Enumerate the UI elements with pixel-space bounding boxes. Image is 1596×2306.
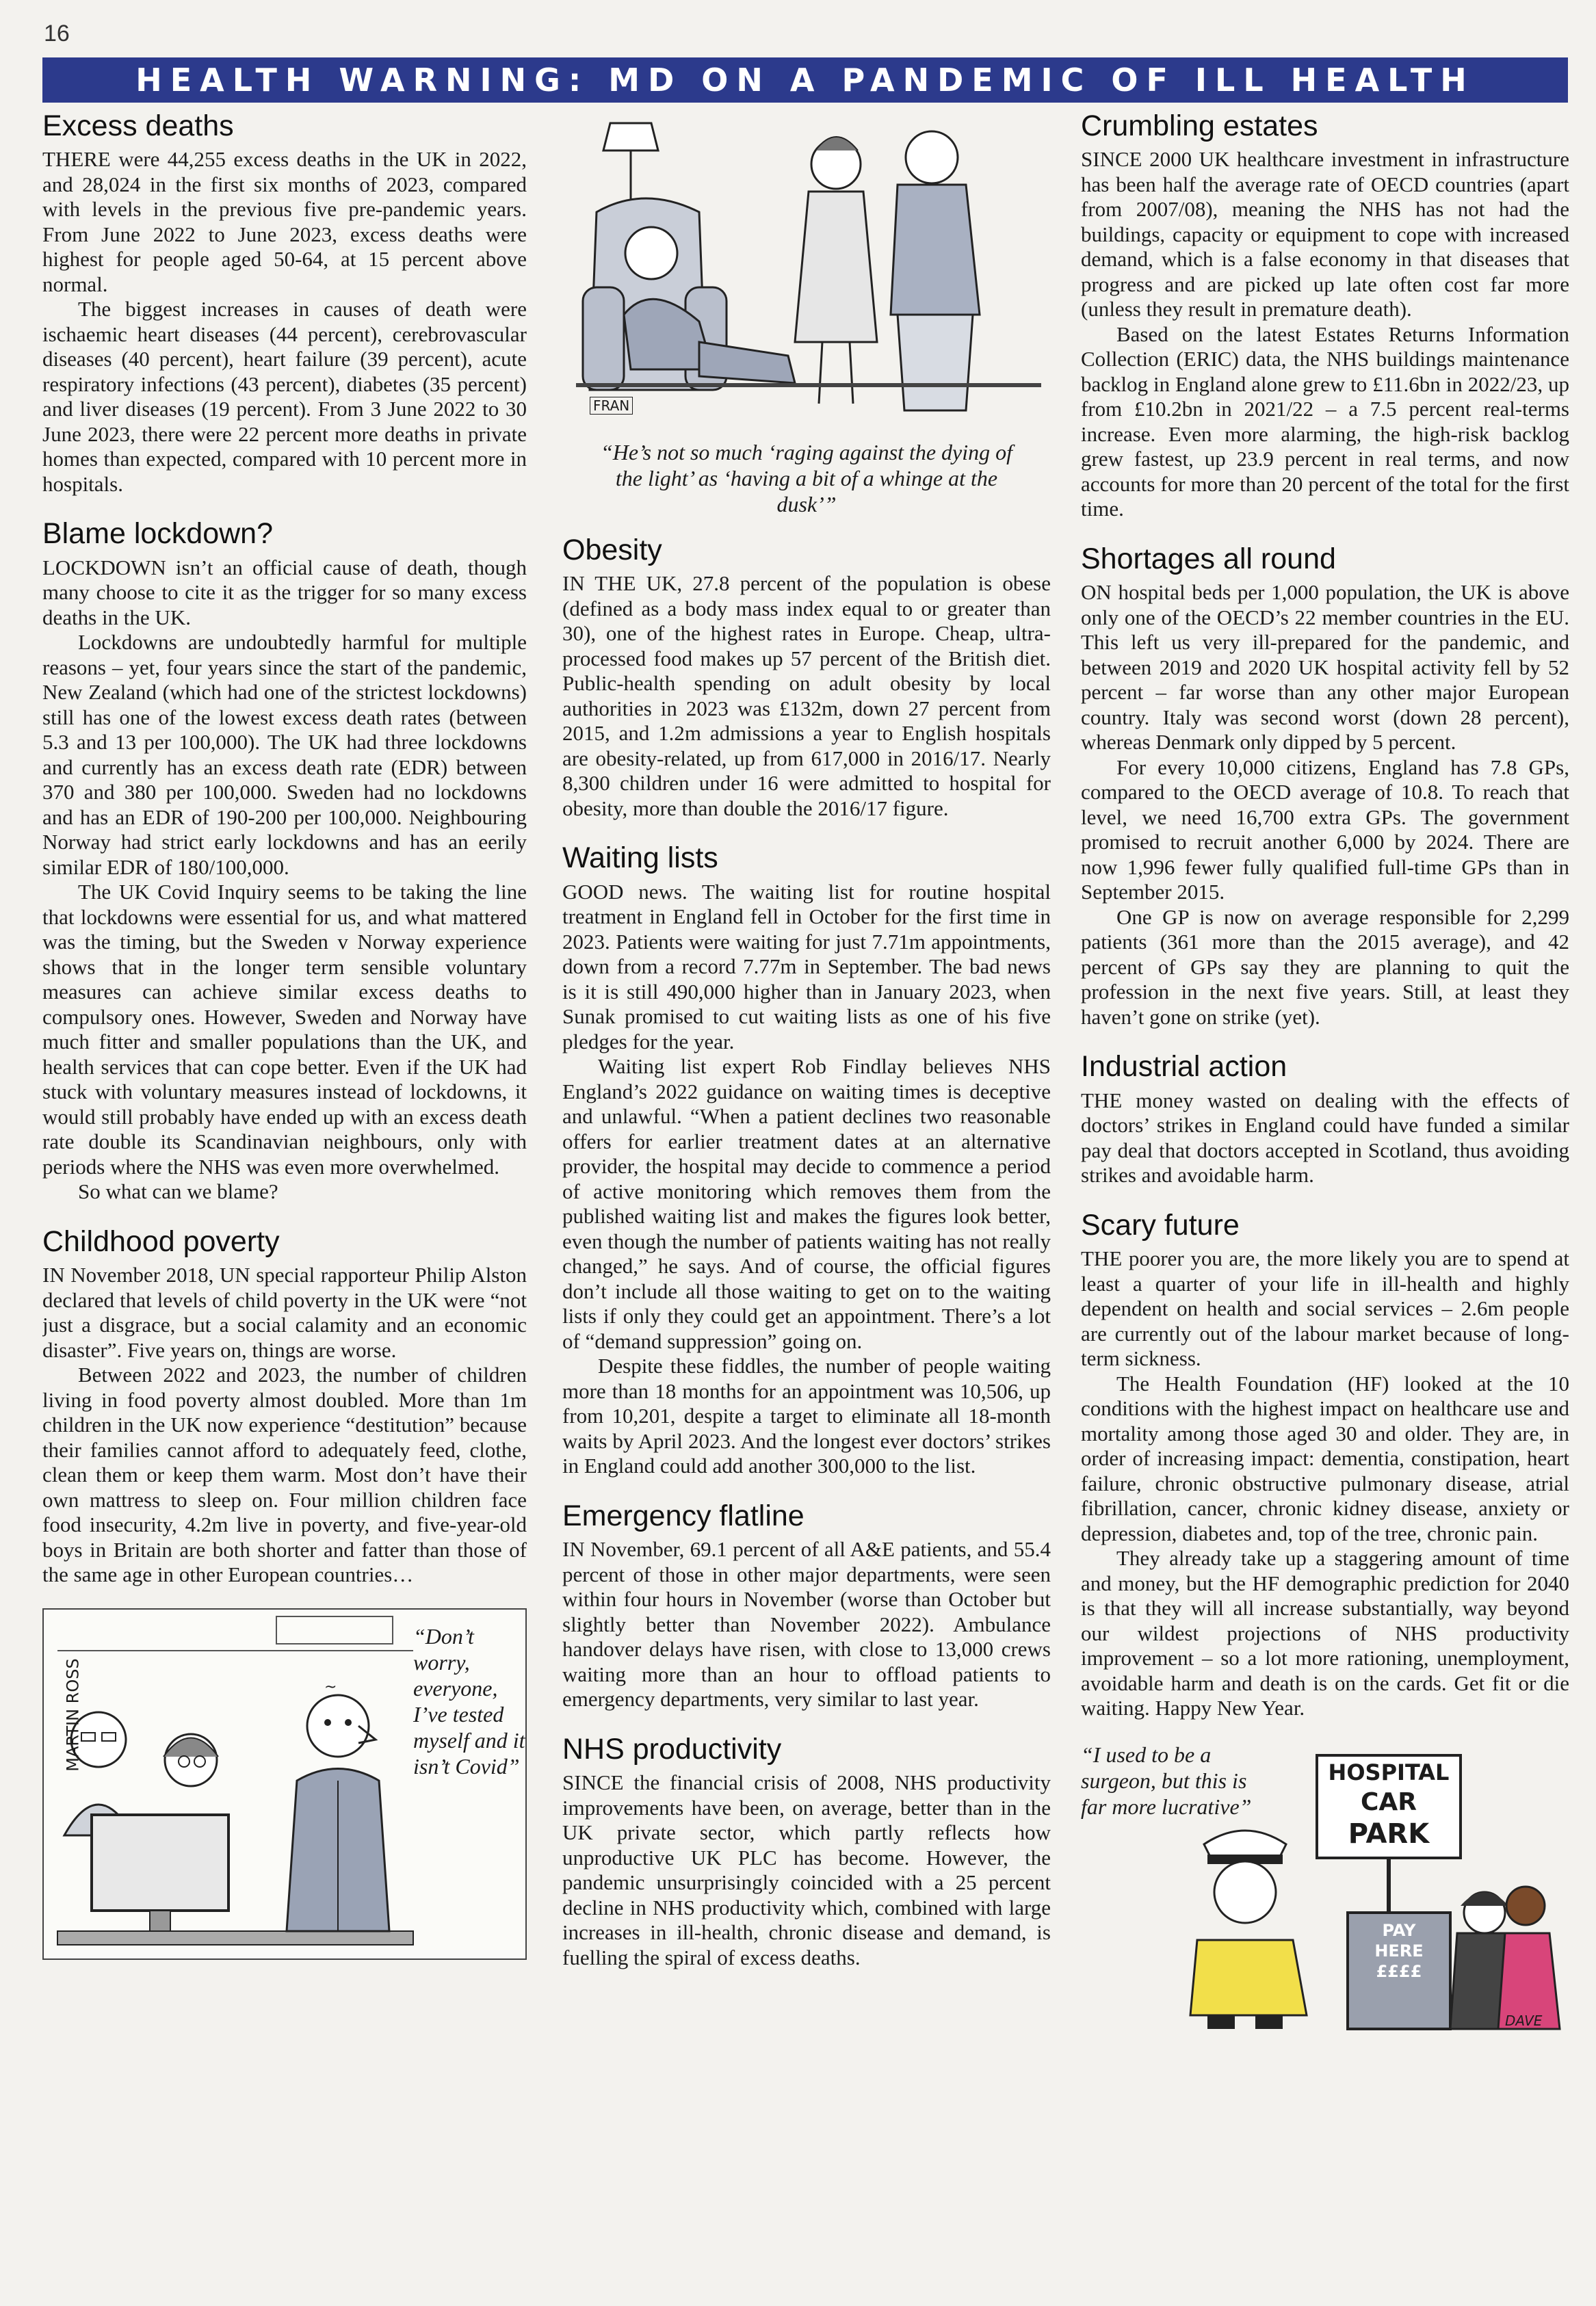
paragraph: One GP is now on average responsible for 2,299 patients (361 more than the 2015 average), and 42 percent of GPs say they are planning to quit the profession in the next five years. Still, at least they haven’t gone on strike (yet).	[1081, 904, 1569, 1029]
section-waiting-lists	[562, 841, 1051, 1478]
section-heading: Scary future	[1081, 1208, 1240, 1242]
section-heading: Waiting lists	[562, 841, 718, 875]
machine-label: HERE	[1374, 1941, 1424, 1961]
article-banner: HEALTH WARNING: MD ON A PANDEMIC OF ILL HEALTH	[42, 57, 1568, 103]
section-heading: Blame lockdown?	[42, 517, 274, 551]
cartoon-office-covid	[42, 1608, 527, 1960]
paragraph: Waiting list expert Rob Findlay believes NHS England’s 2022 guidance on waiting times is deceptive and unlawful. “When a patient declines two reasonable offers for earlier treatment dates at an alternative provider, the hospital may decide to commence a period of active monitoring which removes them from the published waiting list and makes the figures look better, even though the number of patients waiting has not really changed,” he says. And of course, the official figures don’t include all those waiting to get on to the waiting lists if only they could get an appointment. There’s a lot of “demand suppression” going on.	[562, 1054, 1051, 1353]
section-heading: Crumbling estates	[1081, 109, 1318, 142]
section-heading: Industrial action	[1081, 1050, 1287, 1084]
cartoon-car-park-drawing	[1081, 1742, 1569, 2036]
paragraph: THERE were 44,255 excess deaths in the UK in 2022, and 28,024 in the first six months of 2023, compared with levels in the previous five pre-pandemic years. From June 2022 to June 2023, excess deaths were highest for people aged 50-64, at 15 percent above normal.	[42, 147, 527, 296]
machine-label: ££££	[1376, 1961, 1422, 1981]
sign-line: HOSPITAL	[1328, 1759, 1450, 1785]
paragraph: They already take up a staggering amount of time and money, but the HF demographic prediction for 2040 is that they will all increase substantially, way beyond our wildest projections of NHS productivity improvement – so a lot more rationing, unemployment, avoidable harm and death is on the cards. Get fit or die waiting. Happy New Year.	[1081, 1546, 1569, 1720]
svg-text:~: ~	[324, 1678, 337, 1696]
section-heading: Obesity	[562, 534, 662, 566]
section-excess-deaths	[42, 109, 527, 497]
section-scary-future	[1081, 1209, 1569, 1721]
column-2	[562, 109, 1051, 2279]
page-number: 16	[44, 21, 70, 47]
cartoon-signature: MARTIN ROSS	[63, 1658, 83, 1772]
sign-line: PARK	[1348, 1818, 1430, 1850]
section-obesity	[562, 534, 1051, 821]
section-emergency-flatline	[562, 1499, 1051, 1712]
cartoon-caption: “He’s not so much ‘raging against the dying of the light’ as ‘having a bit of a whinge at the dusk’”	[600, 440, 1013, 516]
paragraph: The Health Foundation (HF) looked at the 10 conditions with the highest impact on healthcare use and mortality among those aged 30 and older. They are, in order of increasing impact: dementia, constipation, heart failure, chronic obstructive pulmonary disease, atrial fibrillation, cancer, chronic kidney disease, anxiety or depression, diabetes and, top of the tree, chronic pain.	[1081, 1371, 1569, 1545]
section-industrial-action	[1081, 1050, 1569, 1188]
cartoon-armchair-drawing	[562, 109, 1051, 434]
paragraph: The biggest increases in causes of death were ischaemic heart diseases (44 percent), cerebrovascular diseases (40 percent), heart failure (39 percent), acute respiratory infections (43 percent), diabetes (35 percent) and liver diseases (19 percent). From 3 June 2022 to 30 June 2023, there were 22 percent more deaths in private homes than expected, compared with 10 percent more in hospitals.	[42, 297, 527, 496]
paragraph: GOOD news. The waiting list for routine hospital treatment in England fell in October for the first time in 2023. Patients were waiting for just 7.71m appointments, down from a record 7.77m in September. The bad news is it is still 490,000 higher than in January 2023, when Sunak promised to cut waiting lists as one of his five pledges for the year.	[562, 879, 1051, 1053]
paragraph: SINCE 2000 UK healthcare investment in infrastructure has been half the average rate of OECD countries (apart from 2007/08), meaning the NHS has not had the buildings, capacity or equipment to cope with increased demand, which is a false economy in that diseases that progress and are picked up late often cost far more (unless they result in premature death).	[1081, 147, 1569, 322]
sign-line: CAR	[1360, 1787, 1417, 1816]
section-nhs-productivity	[562, 1733, 1051, 1970]
paragraph: ON hospital beds per 1,000 population, the UK is above only one of the OECD’s 22 member countries in the EU. This left us very ill-prepared for the pandemic, and between 2019 and 2020 UK hospital activity fell by 52 percent – far worse than any other major European country. Italy was second worst (down 28 percent), whereas Denmark only dipped by 5 percent.	[1081, 580, 1569, 755]
section-blame-lockdown	[42, 517, 527, 1204]
column-3	[1081, 109, 1569, 2279]
section-heading: NHS productivity	[562, 1732, 782, 1766]
section-childhood-poverty	[42, 1225, 527, 1588]
cartoon-armchair	[562, 109, 1051, 434]
paragraph: SINCE the financial crisis of 2008, NHS productivity improvements have been, on average, better than in the UK private sector, which partly reflects how unproductive UK PLC has become. However, the pandemic unsurprisingly coincided with a 25 percent decline in NHS productivity which, combined with large increases in ill-health, chronic disease and demand, is fuelling the spiral of excess deaths.	[562, 1770, 1051, 1969]
cartoon-office-drawing	[44, 1610, 427, 1956]
paragraph: The UK Covid Inquiry seems to be taking the line that lockdowns were essential for us, and what mattered was the timing, but the Sweden v Norway experience shows that in the longer term sensible voluntary measures can achieve similar excess deaths to compulsory ones. However, Sweden and Norway have much fitter and smaller populations than the UK, and health services that can cope better. Even if the UK had stuck with voluntary measures instead of lockdowns, it would still probably have ended up with an excess death rate double its Scandinavian neighbours, only with periods where the NHS was even more overwhelmed.	[42, 880, 527, 1179]
section-heading: Excess deaths	[42, 109, 234, 142]
section-crumbling-estates	[1081, 109, 1569, 522]
paragraph: Based on the latest Estates Returns Information Collection (ERIC) data, the NHS buildings maintenance backlog in England alone grew to £11.6bn in 2022/23, up from £10.2bn in 2021/22 – a 7.5 percent real-terms increase. Even more alarming, the high-risk backlog grew fastest, up 23.9 percent in real terms, and now accounts for more than 20 percent of the total for the first time.	[1081, 322, 1569, 521]
column-1	[42, 109, 527, 2279]
cartoon-caption: “Don’t worry, everyone, I’ve tested myself and it isn’t Covid”	[413, 1623, 525, 1779]
paragraph: IN THE UK, 27.8 percent of the population is obese (defined as a body mass index equal to or greater than 30), one of the highest rates in Europe. Cheap, ultra-processed food makes up 57 percent of the British diet. Public-health spending on adult obesity by local authorities in 2023 was £132m, down 27 percent from 2015, and 1.2m admissions a year to English hospitals are obesity-related, up from 617,000 in 2016/17. Nearly 8,300 children under 16 were admitted to hospital for obesity, more than double the 2016/17 figure.	[562, 571, 1051, 820]
section-heading: Emergency flatline	[562, 1499, 804, 1532]
paragraph: IN November 2018, UN special rapporteur Philip Alston declared that levels of child poverty in the UK were “not just a disgrace, but a social calamity and an economic disaster”. Five years on, things are worse.	[42, 1263, 527, 1362]
paragraph: IN November, 69.1 percent of all A&E patients, and 55.4 percent of those in other major departments, were seen within four hours in November (worse than October but slightly better than November 2022). Ambulance handover delays have risen, with close to 13,000 crews waiting more than an hour to offload patients to emergency departments, very similar to last year.	[562, 1537, 1051, 1712]
section-heading: Childhood poverty	[42, 1224, 280, 1258]
paragraph: LOCKDOWN isn’t an official cause of death, though many choose to cite it as the trigger for so many excess deaths in the UK.	[42, 555, 527, 629]
cartoon-signature: FRAN	[590, 397, 633, 415]
paragraph: THE money wasted on dealing with the effects of doctors’ strikes in England could have funded a similar pay deal that doctors accepted in Scotland, thus avoiding strikes and avoidable harm.	[1081, 1088, 1569, 1188]
section-shortages	[1081, 542, 1569, 1030]
paragraph: THE poorer you are, the more likely you are to spend at least a quarter of your life in ill-health and highly dependent on health and social services – 2.6m people are currently out of the labour market because of long-term sickness.	[1081, 1246, 1569, 1371]
cartoon-caption: “I used to be a surgeon, but this is far more lucrative”	[1081, 1742, 1252, 1819]
paragraph: For every 10,000 citizens, England has 7.8 GPs, compared to the OECD average of 10.8. To reach that level, we need 16,700 extra GPs. The government promised to recruit another 6,000 by 2024. There are now 1,996 fewer fully qualified full-time GPs than in September 2015.	[1081, 755, 1569, 904]
paragraph: Between 2022 and 2023, the number of children living in food poverty almost doubled. More than 1m children in the UK now experience “destitution” because their families cannot afford to adequately feed, clothe, clean them or keep them warm. Most don’t have their own mattress to sleep on. Four million children face food insecurity, 4.2m live in poverty, and five-year-old boys in Britain are both shorter and fatter than those of the same age in other European countries…	[42, 1363, 527, 1587]
paragraph: Lockdowns are undoubtedly harmful for multiple reasons – yet, four years since the start of the pandemic, New Zealand (which had one of the strictest lockdowns) still has one of the lowest excess death rates (between 5.3 and 13 per 100,000). The UK had three lockdowns and currently has an excess death rate (EDR) between 370 and 380 per 100,000. Sweden had no lockdowns and has an EDR of 190-200 per 100,000. Neighbouring Norway had strict early lockdowns and has an eerily similar EDR of 180/100,000.	[42, 630, 527, 879]
cartoon-car-park	[1081, 1742, 1569, 2036]
paragraph: So what can we blame?	[78, 1179, 278, 1204]
paragraph: Despite these fiddles, the number of people waiting more than 18 months for an appointment was 10,506, up from 10,201, despite a target to eliminate all 18-month waits by April 2023. And the longest ever doctors’ strikes in England could add another 300,000 to the list.	[562, 1354, 1051, 1478]
machine-label: PAY	[1382, 1920, 1416, 1940]
section-heading: Shortages all round	[1081, 542, 1336, 575]
cartoon-signature: DAVE	[1505, 2012, 1543, 2029]
